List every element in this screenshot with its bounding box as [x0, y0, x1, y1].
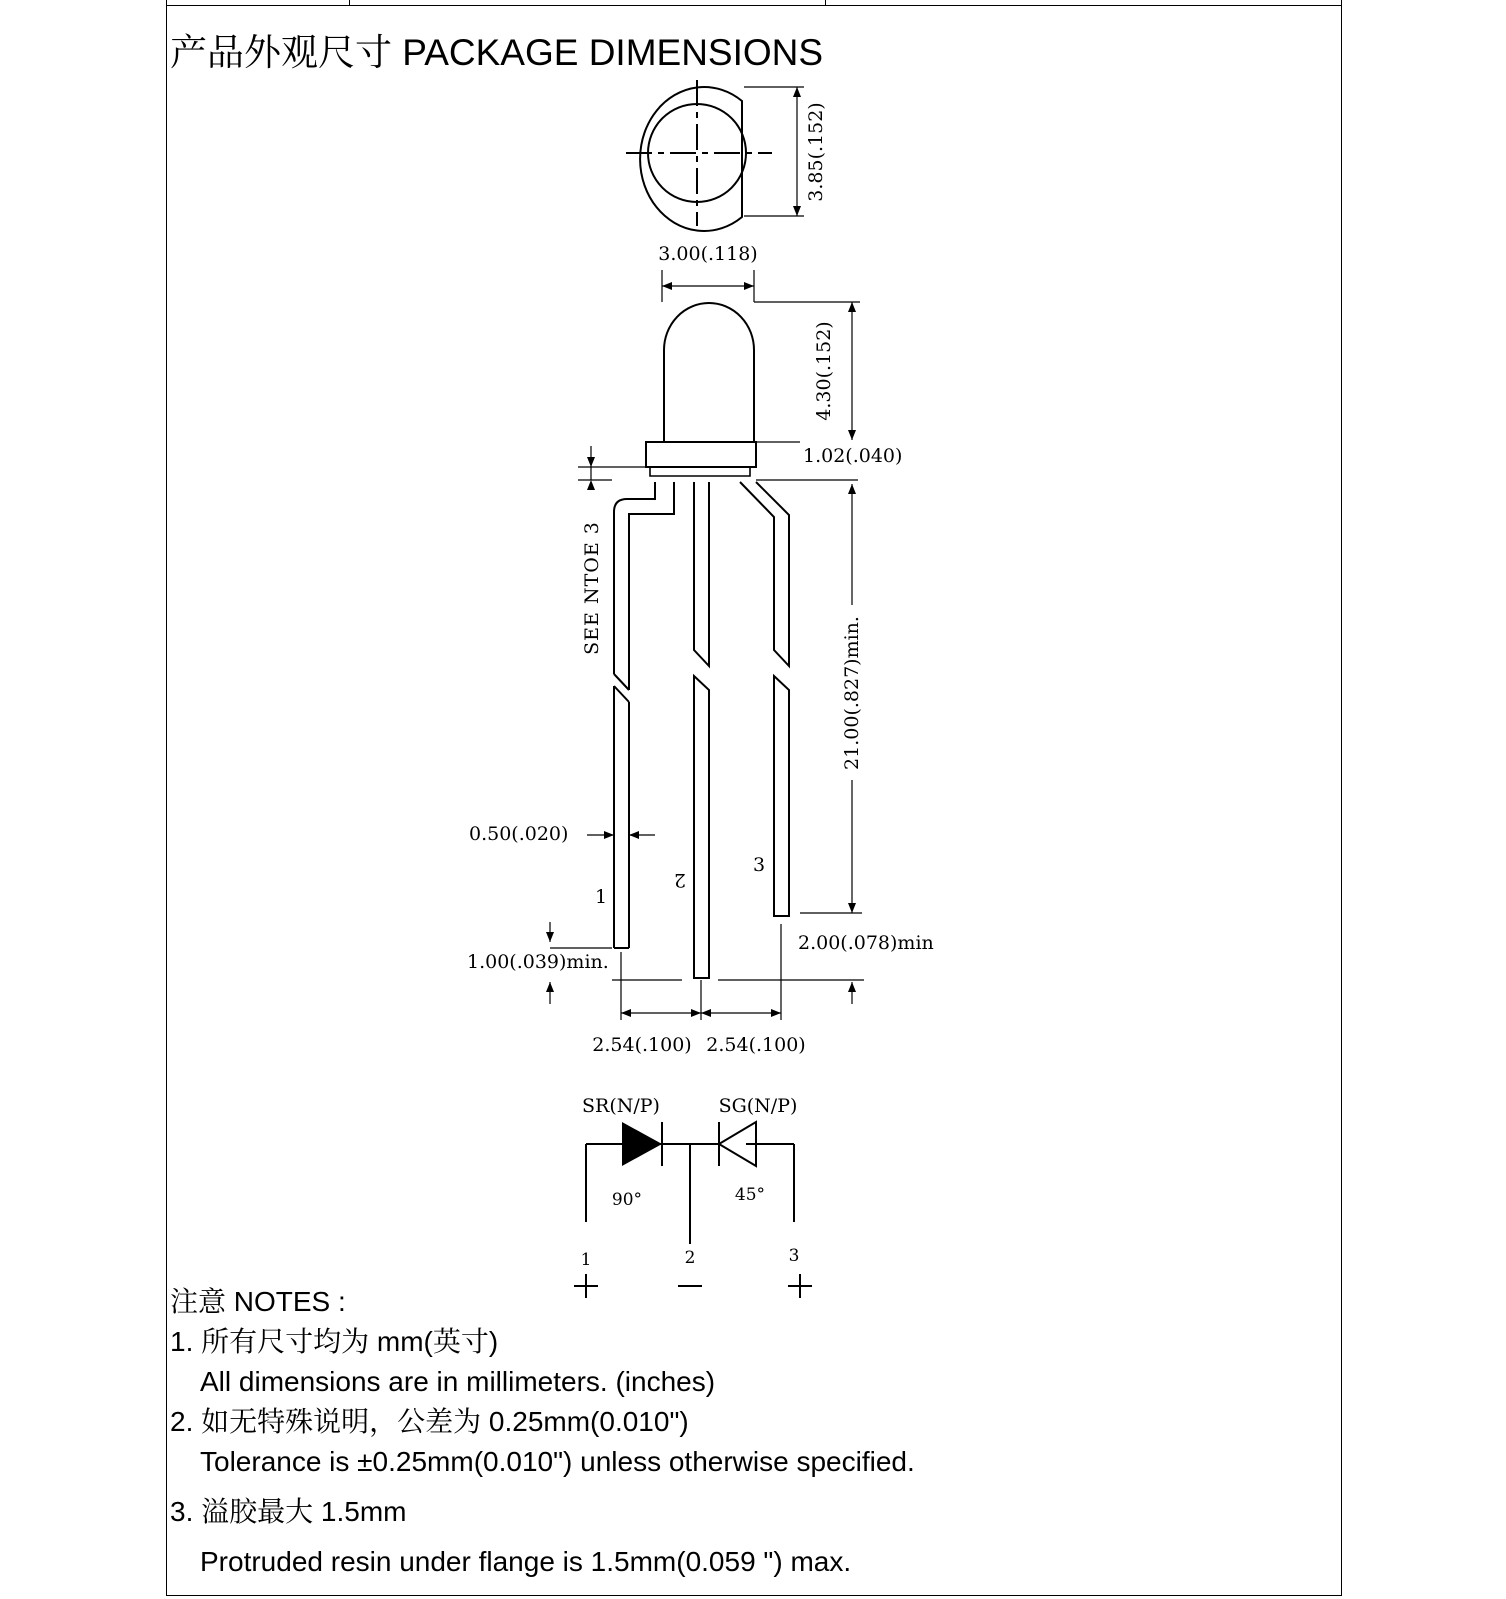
diode-sr — [622, 1122, 662, 1166]
notes-heading: 注意 NOTES : — [170, 1286, 346, 1317]
schematic-pin-3: 3 — [788, 1246, 800, 1266]
dim-pitch-right: 2.54(.100) — [706, 1034, 806, 1056]
see-note-label: SEE NTOE 3 — [581, 521, 603, 655]
pin-label-3: 3 — [752, 854, 766, 876]
angle-90: 90° — [611, 1190, 643, 1210]
notes-section — [170, 1282, 915, 1582]
dim-diameter: 3.85(.152) — [805, 102, 827, 202]
schematic-pin-1: 1 — [580, 1250, 592, 1270]
note-1-cn: 1. 所有尺寸均为 mm(英寸) — [170, 1326, 499, 1357]
note-3-cn: 3. 溢胶最大 1.5mm — [170, 1496, 407, 1527]
dim-lead3-min: 2.00(.078)min — [798, 932, 934, 954]
dim-dome-height: 4.30(.152) — [813, 321, 835, 421]
led-dome — [664, 303, 754, 442]
dim-lead-width: 0.50(.020) — [469, 823, 569, 845]
schematic-pin-2: 2 — [684, 1248, 696, 1268]
top-view-outline — [640, 87, 742, 231]
led-flange — [646, 442, 756, 467]
sg-label: SG(N/P) — [718, 1095, 798, 1117]
pin-label-1: 1 — [594, 886, 608, 908]
dim-width: 3.00(.118) — [658, 243, 758, 265]
page-title: 产品外观尺寸 PACKAGE DIMENSIONS — [170, 32, 824, 73]
dim-lead1-min: 1.00(.039)min. — [467, 951, 609, 973]
pin-label-2: 2 — [673, 869, 687, 891]
lead-3 — [740, 482, 789, 666]
lead-2 — [694, 482, 709, 666]
note-1-en: All dimensions are in millimeters. (inches) — [200, 1366, 716, 1397]
angle-45: 45° — [734, 1185, 766, 1205]
dim-pitch-left: 2.54(.100) — [592, 1034, 692, 1056]
sr-label: SR(N/P) — [582, 1095, 660, 1117]
dim-lead-length: 21.00(.827)min. — [841, 616, 863, 770]
lead-1 — [614, 482, 674, 690]
note-2-cn: 2. 如无特殊说明，公差为 0.25mm(0.010") — [170, 1406, 689, 1437]
note-3-en: Protruded resin under flange is 1.5mm(0.059 ") max. — [200, 1546, 852, 1577]
dim-flange: 1.02(.040) — [803, 445, 903, 467]
note-2-en: Tolerance is ±0.25mm(0.010") unless otherwise specified. — [200, 1446, 915, 1477]
